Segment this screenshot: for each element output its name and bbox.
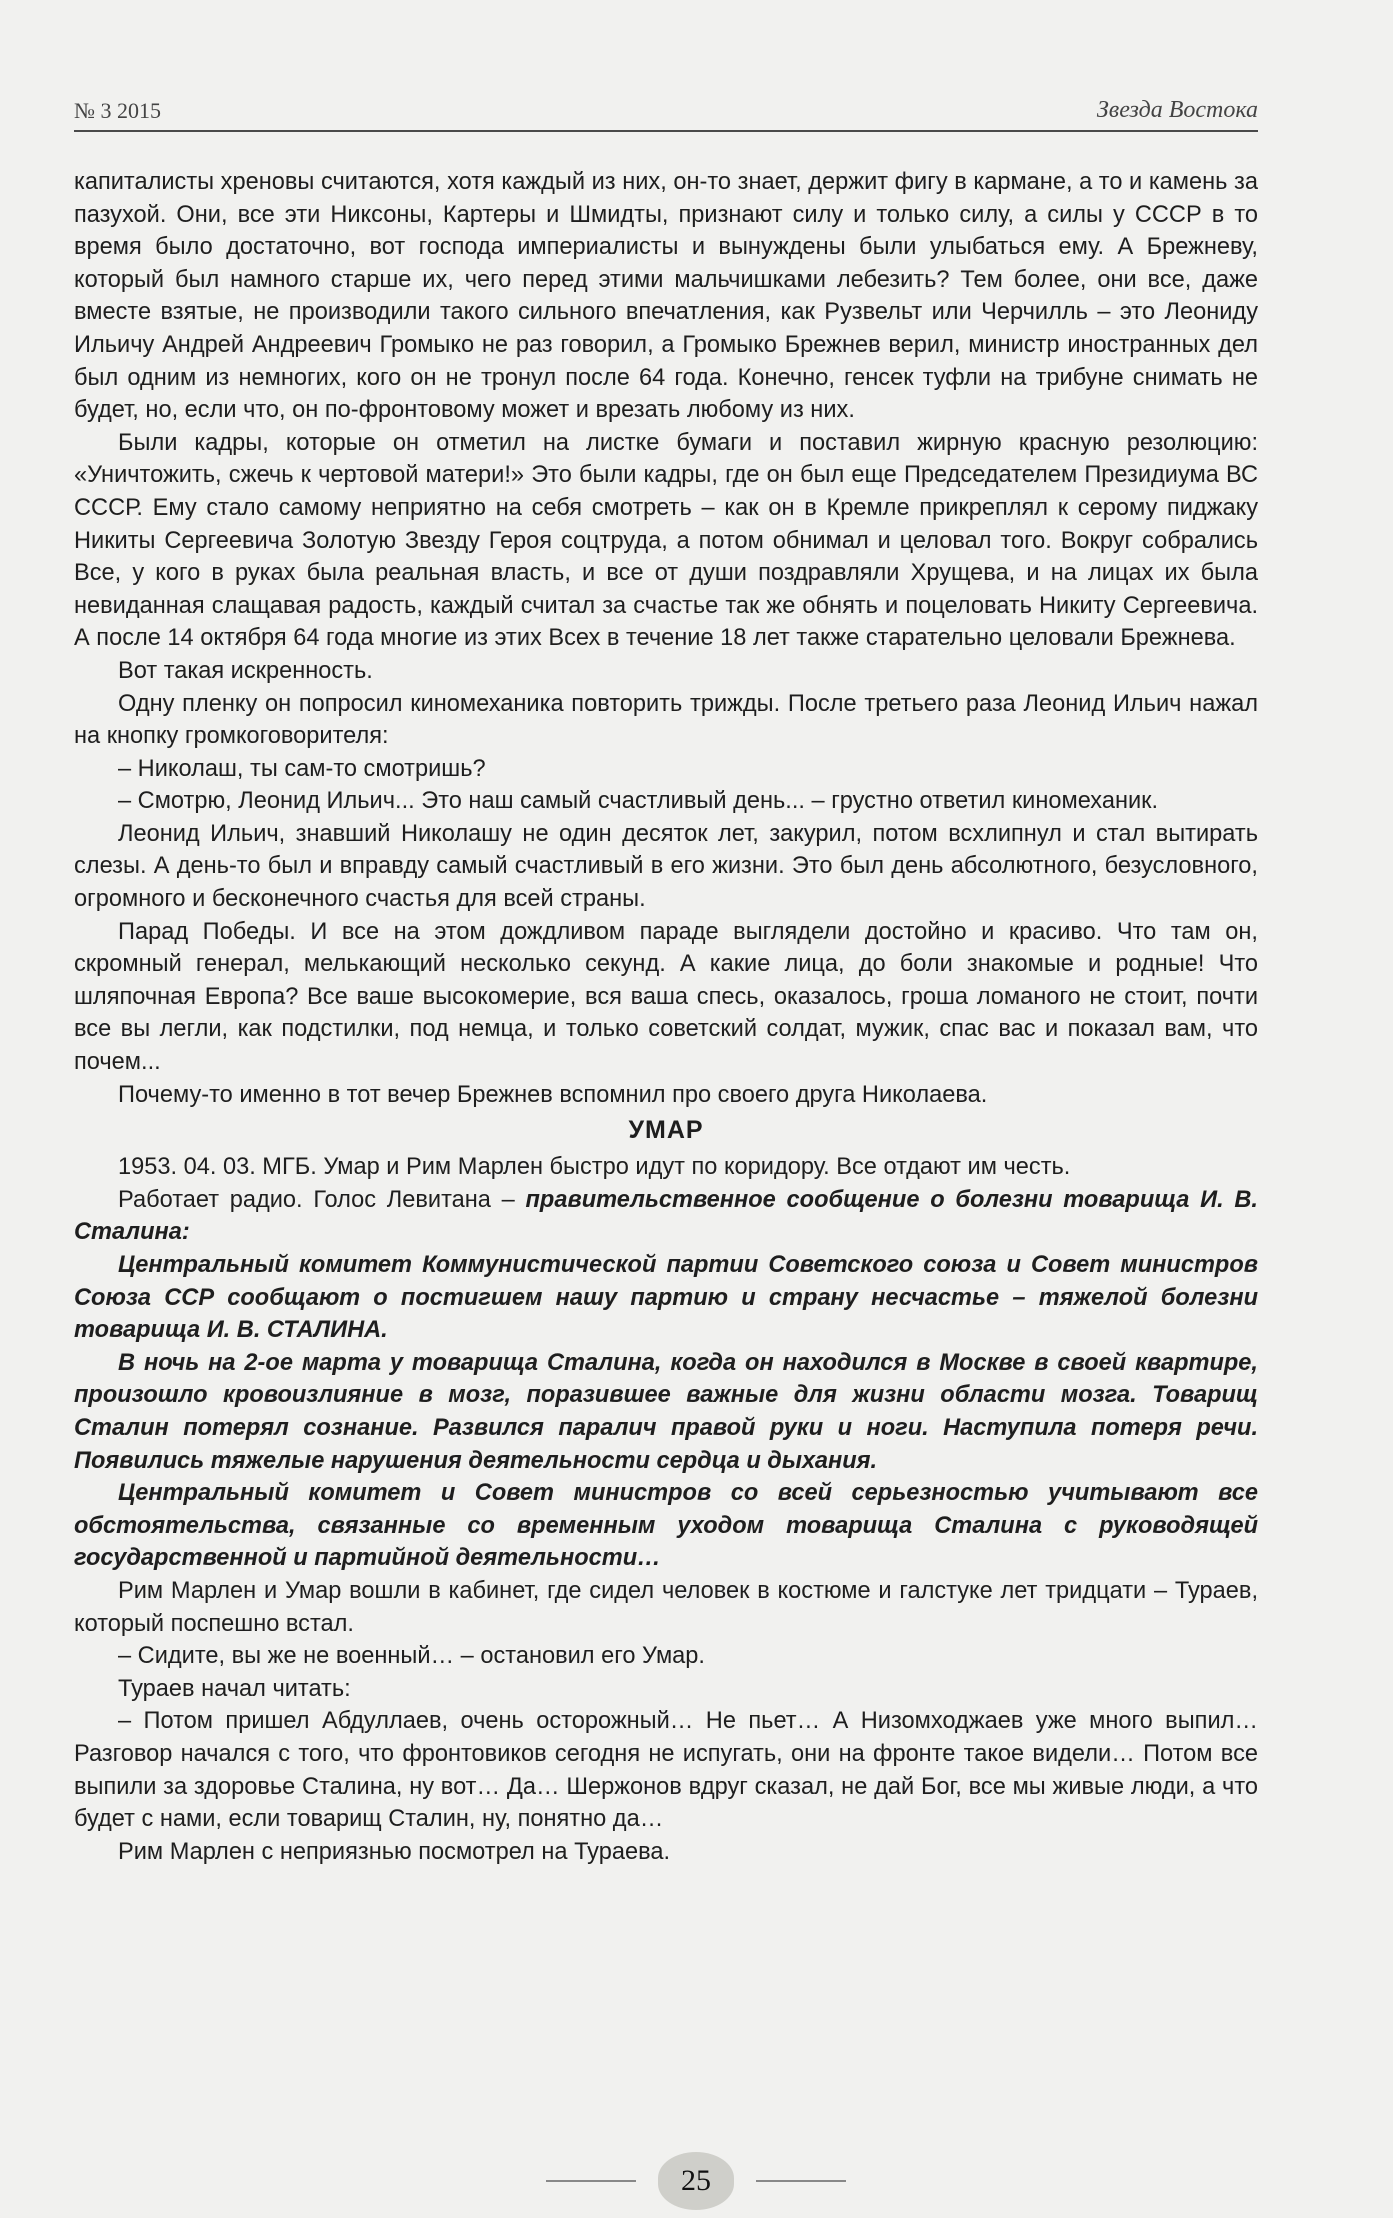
radio-announcement: Центральный комитет Коммунистической партии Советского союза и Совет министров Союза ССР сообщают о постигшем нашу партию и страну несчастье – тяжелой болезни товарища И. В. СТАЛИНА. — [74, 1252, 1258, 1344]
paragraph: Почему-то именно в тот вечер Брежнев вспомнил про своего друга Николаева. — [118, 1081, 988, 1108]
paragraph: Одну пленку он попросил киномеханика повторить трижды. После третьего раза Леонид Ильич нажал на кнопку громкоговорителя: — [74, 690, 1258, 750]
dialogue-line: – Сидите, вы же не военный… – остановил его Умар. — [118, 1643, 705, 1670]
emphasized-text: правительственное сообщение о болезни товарища И. В. Сталина: — [74, 1186, 1258, 1246]
paragraph-text: Работает радио. Голос Левитана – — [118, 1186, 526, 1213]
radio-announcement: В ночь на 2-ое марта у товарища Сталина, когда он находился в Москве в своей квартире, произошло кровоизлияние в мозг, поразившее важные для жизни области мозга. Товарищ Сталин потерял сознание. Развился паралич правой руки и ноги. Наступила потеря речи. Появились тяжелые нарушения деятельности сердца и дыхания. — [74, 1349, 1258, 1474]
paragraph: Леонид Ильич, знавший Николашу не один десяток лет, закурил, потом всхлипнул и стал вытирать слезы. А день-то был и вправду самый счастливый в его жизни. Это был день абсолютного, безусловного, огромного и бесконечного счастья для всей страны. — [74, 820, 1258, 913]
paragraph: капиталисты хреновы считаются, хотя каждый из них, он-то знает, держит фигу в кармане, а то и камень за пазухой. Они, все эти Никсоны, Картеры и Шмидты, признают силу и только силу, а силы у СССР в то время было достаточно, вот господа империалисты и вынуждены были улыбаться ему. А Брежневу, который был намного старше их, чего перед этими мальчишками лебезить? Тем более, они все, даже вместе взятые, не производили такого сильного впечатления, как Рузвельт или Черчилль – это Леониду Ильичу Андрей Андреевич Громыко не раз говорил, а Громыко Брежнев верил, министр иностранных дел был одним из немногих, кого он не тронул после 64 года. Конечно, генсек туфли на трибуне снимать не будет, но, если что, он по-фронтовому может и врезать любому из них. — [74, 169, 1258, 424]
paragraph: Рим Марлен с неприязнью посмотрел на Тураева. — [118, 1838, 671, 1865]
dialogue-line: – Николаш, ты сам-то смотришь? — [118, 755, 486, 782]
paragraph: 1953. 04. 03. МГБ. Умар и Рим Марлен быстро идут по коридору. Все отдают им честь. — [118, 1154, 1071, 1181]
journal-title: Звезда Востока — [1096, 97, 1258, 123]
issue-number: № 3 2015 — [74, 98, 161, 123]
footer-rule-right — [756, 2180, 846, 2182]
page-footer — [546, 2152, 846, 2218]
radio-announcement: Центральный комитет и Совет министров со всей серьезностью учитывают все обстоятельства, связанные со временным уходом товарища Сталина с руководящей государственной и партийной деятельности… — [74, 1480, 1258, 1572]
paragraph: Парад Победы. И все на этом дождливом параде выглядели достойно и красиво. Что там он, скромный генерал, мелькающий несколько секунд. А какие лица, до боли знакомые и родные! Что шляпочная Европа? Все ваше высокомерие, вся ваша спесь, оказалось, гроша ломаного не стоит, почти все вы легли, как подстилки, под немца, и только советский солдат, мужик, спас вас и показал вам, что почем... — [74, 918, 1258, 1076]
dialogue-line: – Смотрю, Леонид Ильич... Это наш самый счастливый день... – грустно ответил киномеханик. — [118, 788, 1159, 815]
page-number-badge — [658, 2152, 734, 2210]
article-body — [74, 166, 1258, 1868]
page-number: 25 — [681, 2164, 711, 2197]
paragraph: Тураев начал читать: — [118, 1675, 351, 1702]
paragraph: Рим Марлен и Умар вошли в кабинет, где сидел человек в костюме и галстуке лет тридцати – Тураев, который поспешно встал. — [74, 1577, 1258, 1637]
paragraph: Были кадры, которые он отметил на листке бумаги и поставил жирную красную резолюцию: «Уничтожить, сжечь к чертовой матери!» Это были кадры, где он был еще Председателем Президиума ВС СССР. Ему стало самому неприятно на себя смотреть – как он в Кремле прикреплял к серому пиджаку Никиты Сергеевича Золотую Звезду Героя соцтруда, а потом обнимал и целовал того. Вокруг собрались Все, у кого в руках была реальная власть, и все от души поздравляли Хрущева, и на лицах их была невиданная слащавая радость, каждый считал за счастье так же обнять и поцеловать Никиту Сергеевича. А после 14 октября 64 года многие из этих Всех в течение 18 лет также старательно целовали Брежнева. — [74, 429, 1258, 652]
paragraph: Вот такая искренность. — [118, 657, 373, 684]
paragraph — [74, 1184, 1258, 1249]
dialogue-line: – Потом пришел Абдуллаев, очень осторожный… Не пьет… А Низомходжаев уже много выпил… Разговор начался с того, что фронтовиков сегодня не испугать, они на фронте такое видели… Потом все выпили за здоровье Сталина, ну вот… Да… Шержонов вдруг сказал, не дай Бог, все мы живые люди, а что будет с нами, если товарищ Сталин, ну, понятно да… — [74, 1708, 1258, 1833]
running-header — [74, 90, 1258, 132]
section-heading: УМАР — [628, 1116, 704, 1145]
footer-rule-left — [546, 2180, 636, 2182]
